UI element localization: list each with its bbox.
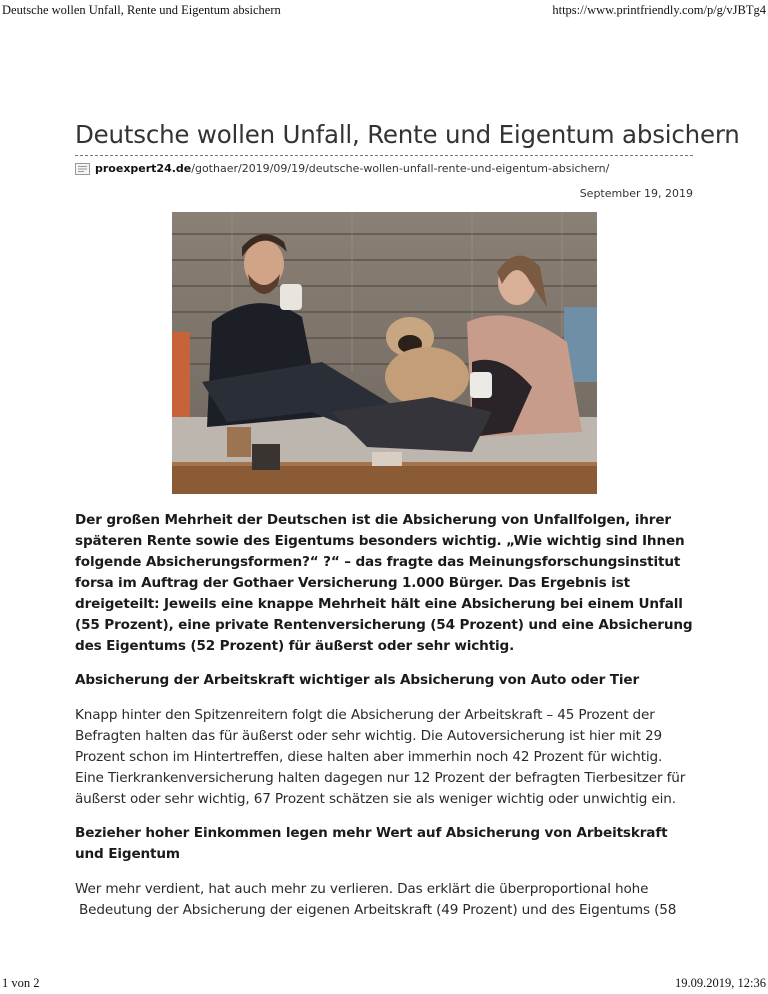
document-icon (75, 163, 90, 175)
source-path: /gothaer/2019/09/19/deutsche-wollen-unfall-rente-und-eigentum-absichern/ (191, 162, 610, 175)
source-domain: proexpert24.de (95, 162, 192, 175)
paragraph-income (75, 879, 693, 921)
print-header (0, 0, 768, 20)
print-header-title: Deutsche wollen Unfall, Rente und Eigentum absichern (2, 3, 281, 17)
couple-with-pug-photo (172, 212, 597, 494)
page-number: 1 von 2 (2, 976, 40, 990)
article-title: Deutsche wollen Unfall, Rente und Eigentum absichern (75, 120, 740, 149)
source-link[interactable] (95, 162, 609, 175)
print-footer (0, 974, 768, 994)
photo-container (75, 212, 693, 494)
paragraph-income-line-2: Bedeutung der Absicherung der eigenen Arbeitskraft (49 Prozent) und des Eigentums (58 (79, 902, 677, 918)
print-timestamp: 19.09.2019, 12:36 (675, 976, 766, 990)
article (75, 120, 740, 921)
title-divider (75, 155, 693, 156)
print-header-url[interactable]: https://www.printfriendly.com/p/g/vJBTg4 (552, 3, 766, 17)
paragraph-income-line-1: Wer mehr verdient, hat auch mehr zu verlieren. Das erklärt die überproportional hohe (75, 881, 649, 897)
section-heading-workforce: Absicherung der Arbeitskraft wichtiger als Absicherung von Auto oder Tier (75, 672, 639, 688)
source-line (75, 162, 693, 175)
paragraph-workforce: Knapp hinter den Spitzenreitern folgt die Absicherung der Arbeitskraft – 45 Prozent der Befragten halten das für äußerst oder sehr wichtig. Die Autoversicherung ist hier mit 29 Prozent schon im Hintertreffen, diese halten aber immerhin noch 42 Prozent für wichtig. Eine Tierkrankenversicherung halten dagegen nur 12 Prozent der befragten Tierbesitzer für äußerst oder sehr wichtig, 67 Prozent schätzen sie als weniger wichtig oder unwichtig ein. (75, 707, 686, 807)
lead-paragraph: Der großen Mehrheit der Deutschen ist die Absicherung von Unfallfolgen, ihrer späteren Rente sowie des Eigentums besonders wichtig. „Wie wichtig sind Ihnen folgende Absicherungsformen?“ ?“ – das fragte das Meinungsforschungsinstitut forsa im Auftrag der Gothaer Versicherung 1.000 Bürger. Das Ergebnis ist dreigeteilt: Jeweils eine knappe Mehrheit hält eine Absicherung bei einem Unfall (55 Prozent), eine private Rentenversicherung (54 Prozent) und eine Absicherung des Eigentums (52 Prozent) für äußerst oder sehr wichtig. (75, 512, 693, 654)
article-date: September 19, 2019 (579, 187, 693, 200)
section-heading-income: Bezieher hoher Einkommen legen mehr Wert auf Absicherung von Arbeitskraft und Eigentum (75, 825, 668, 862)
